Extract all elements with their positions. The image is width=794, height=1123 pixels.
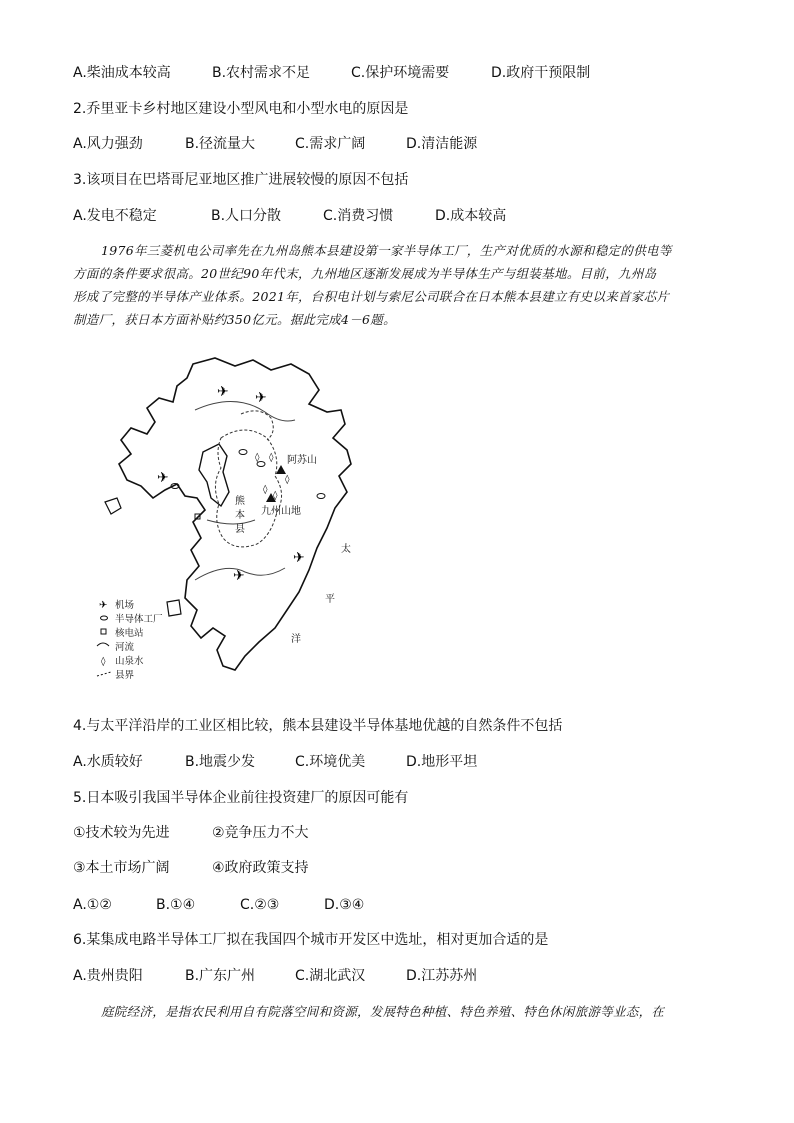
west-island [105,498,121,514]
q3-option-b: B.人口分散 [211,208,282,224]
q4-option-c: C.环境优美 [295,754,366,770]
q2-option-d: D.清洁能源 [406,136,478,152]
label-aso: 阿苏山 [287,455,317,466]
legend-factory-icon [101,616,108,620]
spring-water-icon: ◊ [269,453,274,463]
passage2-line-1: 庭院经济，是指农民利用自有院落空间和资源，发展特色种植、特色养殖、特色休闲旅游等业态，在 [101,1004,665,1019]
q4-option-d: D.地形平坦 [406,754,478,770]
q6-stem: 6.某集成电路半导体工厂拟在我国四个城市开发区中选址，相对更加合适的是 [73,932,549,948]
legend-factory: 半导体工厂 [115,614,163,625]
q3-stem: 3.该项目在巴塔哥尼亚地区推广进展较慢的原因不包括 [73,172,409,188]
legend-spring-icon: ◊ [101,657,106,667]
airport-icon: ✈ [233,568,245,584]
q5-item-1: ①技术较为先进 [73,825,170,841]
airport-icon: ✈ [217,384,229,400]
q5-option-c: C.②③ [240,897,280,913]
label-kumamoto-2: 本 [235,510,245,521]
q2-option-b: B.径流量大 [185,136,256,152]
q3-option-d: D.成本较高 [435,208,507,224]
airport-icon: ✈ [293,550,305,566]
label-kumamoto-3: 县 [235,524,245,535]
q2-stem: 2.乔里亚卡乡村地区建设小型风电和小型水电的原因是 [73,101,409,117]
label-kyushu-mountains: 九州山地 [261,506,301,517]
passage-line-4: 制造厂，获日本方面补贴约350亿元。据此完成4－6题。 [73,312,396,327]
q3-option-c: C.消费习惯 [323,208,394,224]
q6-option-d: D.江苏苏州 [406,968,478,984]
q6-option-b: B.广东广州 [185,968,256,984]
q2-option-a: A.风力强劲 [73,136,143,152]
legend-nuclear: 核电站 [115,628,144,639]
label-pacific-1: 太 [341,544,351,555]
airport-icon: ✈ [157,470,169,486]
spring-water-icon: ◊ [255,453,260,463]
map-legend [97,599,163,681]
legend-border: 县界 [115,670,135,681]
q5-option-d: D.③④ [324,897,365,913]
spring-water-icon: ◊ [263,485,268,495]
q5-item-4: ④政府政策支持 [212,860,309,876]
q1-option-a: A.柴油成本较高 [73,65,171,81]
q3-option-a: A.发电不稳定 [73,208,157,224]
q4-option-b: B.地震少发 [185,754,256,770]
passage-line-2: 方面的条件要求很高。20世纪90年代末，九州地区逐渐发展成为半导体生产与组装基地。目前，九州岛 [73,266,657,281]
legend-border-icon [97,672,111,676]
legend-river-icon [97,643,109,646]
label-pacific-2: 平 [325,594,335,605]
spring-water-icon: ◊ [273,491,278,501]
legend-river: 河流 [115,642,135,653]
q5-item-3: ③本土市场广阔 [73,860,170,876]
passage-line-3: 形成了完整的半导体产业体系。2021年，台积电计划与索尼公司联合在日本熊本县建立有史以来首家芯片 [73,289,670,304]
label-kumamoto-1: 熊 [235,496,245,507]
q2-option-c: C.需求广阔 [295,136,366,152]
q5-option-a: A.①② [73,897,112,913]
legend-airport-icon: ✈ [99,600,108,611]
q5-item-2: ②竞争压力不大 [212,825,309,841]
south-island [167,600,181,616]
label-pacific-3: 洋 [291,634,301,645]
q5-option-b: B.①④ [156,897,196,913]
q1-option-b: B.农村需求不足 [212,65,311,81]
q4-stem: 4.与太平洋沿岸的工业区相比较，熊本县建设半导体基地优越的自然条件不包括 [73,718,563,734]
q5-stem: 5.日本吸引我国半导体企业前往投资建厂的原因可能有 [73,790,409,806]
passage-semiconductor [73,239,723,331]
legend-spring: 山泉水 [115,656,144,667]
spring-water-icon: ◊ [285,475,290,485]
q1-option-c: C.保护环境需要 [351,65,450,81]
legend-nuclear-icon [101,629,106,634]
passage-courtyard-economy [73,1000,723,1023]
airport-icon: ✈ [255,390,267,406]
kyushu-map [95,352,375,692]
passage-line-1: 1976年三菱机电公司率先在九州岛熊本县建设第一家半导体工厂，生产对优质的水源和稳定的供电等 [101,243,672,258]
legend-airport: 机场 [115,600,135,611]
q6-option-a: A.贵州贵阳 [73,968,143,984]
q4-option-a: A.水质较好 [73,754,143,770]
q6-option-c: C.湖北武汉 [295,968,366,984]
q1-option-d: D.政府干预限制 [491,65,591,81]
